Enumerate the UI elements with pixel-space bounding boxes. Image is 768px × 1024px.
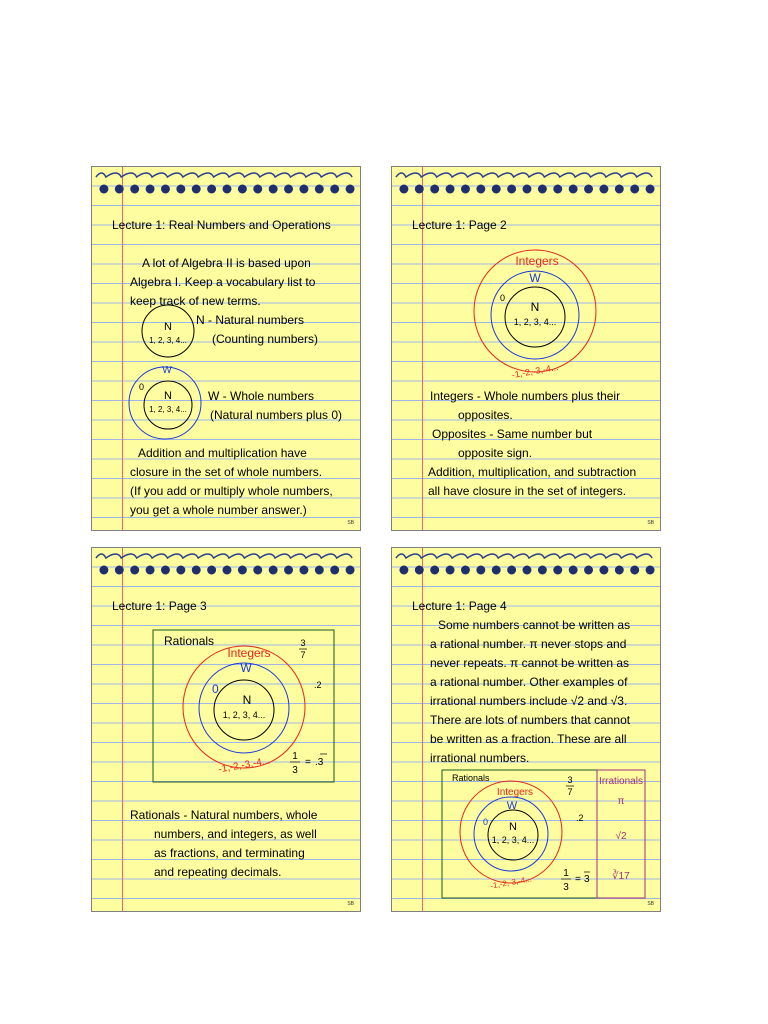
binding-hole bbox=[346, 185, 355, 194]
irrational-line-5: irrational numbers include √2 and √3. bbox=[430, 694, 628, 708]
slide-3-title: Lecture 1: Page 3 bbox=[112, 599, 207, 613]
whole-letter: W bbox=[240, 661, 252, 675]
rationals-box bbox=[153, 630, 334, 782]
pi-symbol: π bbox=[617, 796, 625, 807]
whole-letter: W bbox=[506, 800, 518, 812]
slide-4-title: Lecture 1: Page 4 bbox=[412, 599, 507, 613]
irrationals-label: Irrationals bbox=[599, 776, 643, 787]
binding-hole bbox=[130, 185, 139, 194]
equals-sign: = bbox=[575, 874, 581, 885]
third-numerator: 1 bbox=[563, 868, 569, 879]
intro-line-1: A lot of Algebra II is based upon bbox=[142, 256, 311, 270]
binding-hole bbox=[538, 185, 547, 194]
integers-circle bbox=[183, 646, 305, 768]
integers-def-2: opposites. bbox=[458, 408, 513, 422]
binding-hole bbox=[223, 185, 232, 194]
fraction-denominator: 7 bbox=[300, 650, 306, 660]
natural-letter: N bbox=[242, 693, 252, 707]
binding-hole bbox=[476, 185, 485, 194]
irrational-line-2: a rational number. π never stops and bbox=[430, 637, 627, 651]
natural-inner-circle bbox=[144, 381, 192, 429]
rationals-label: Rationals bbox=[164, 634, 215, 648]
closure-line-2: closure in the set of whole numbers. bbox=[130, 465, 323, 479]
binding-hole bbox=[476, 566, 485, 575]
binding-hole bbox=[492, 185, 501, 194]
zero-label: 0 bbox=[500, 293, 506, 303]
slide-1-title: Lecture 1: Real Numbers and Operations bbox=[112, 218, 331, 232]
natural-letter: N bbox=[509, 821, 517, 833]
binding-hole bbox=[330, 185, 339, 194]
whole-def: W - Whole numbers bbox=[208, 389, 315, 403]
decimal-value: .2 bbox=[314, 680, 322, 690]
binding-hole bbox=[238, 185, 247, 194]
whole-circle bbox=[474, 797, 548, 871]
integers-label: Integers bbox=[496, 787, 534, 798]
binding-hole bbox=[207, 566, 216, 575]
intro-line-2: Algebra I. Keep a vocabulary list to bbox=[130, 275, 316, 289]
binding-hole bbox=[346, 566, 355, 575]
fraction-numerator: 3 bbox=[300, 638, 306, 648]
binding-hole bbox=[238, 566, 247, 575]
binding-hole bbox=[584, 566, 593, 575]
sqrt-two: √2 bbox=[615, 831, 627, 842]
binding-hole bbox=[523, 185, 532, 194]
binding-hole bbox=[646, 566, 655, 575]
irrational-line-7: be written as a fraction. These are all bbox=[430, 732, 627, 746]
binding-hole bbox=[538, 566, 547, 575]
integers-circle bbox=[474, 250, 596, 372]
fraction-denominator: 7 bbox=[567, 787, 573, 797]
zero-label: 0 bbox=[139, 382, 145, 392]
binding-hole bbox=[630, 185, 639, 194]
natural-letter: N bbox=[530, 300, 540, 314]
natural-letter-2: N bbox=[164, 390, 172, 402]
whole-circle bbox=[199, 663, 289, 753]
rationals-label: Rationals bbox=[452, 773, 490, 783]
binding-hole bbox=[269, 566, 278, 575]
intro-line-3: keep track of new terms. bbox=[130, 294, 261, 308]
binding-hole bbox=[315, 566, 324, 575]
closure-line-2: all have closure in the set of integers. bbox=[428, 484, 627, 498]
binding-hole bbox=[330, 566, 339, 575]
slide-1 bbox=[91, 166, 361, 531]
natural-values-2: 1, 2, 3, 4... bbox=[149, 405, 187, 414]
natural-values: 1, 2, 3, 4... bbox=[513, 317, 557, 327]
closure-line-1: Addition, multiplication, and subtraction bbox=[428, 465, 637, 479]
rationals-def-2: numbers, and integers, as well bbox=[154, 827, 317, 841]
binding-hole bbox=[299, 185, 308, 194]
binding-hole bbox=[599, 185, 608, 194]
decimal-value: .2 bbox=[576, 813, 584, 823]
binding-hole bbox=[507, 185, 516, 194]
integers-label: Integers bbox=[515, 254, 559, 268]
binding-hole bbox=[284, 566, 293, 575]
slide-4 bbox=[391, 547, 661, 912]
rationals-def-3: as fractions, and terminating bbox=[154, 846, 305, 860]
binding-hole bbox=[430, 566, 439, 575]
natural-circle bbox=[214, 680, 274, 740]
third-denominator: 3 bbox=[292, 765, 298, 776]
binding-hole bbox=[553, 566, 562, 575]
binding-hole bbox=[415, 185, 424, 194]
binding-hole bbox=[446, 185, 455, 194]
binding-hole bbox=[415, 566, 424, 575]
whole-letter: W bbox=[529, 271, 541, 285]
natural-def-2: (Counting numbers) bbox=[212, 332, 319, 346]
zero-label: 0 bbox=[483, 817, 489, 827]
spiral-wire bbox=[96, 554, 352, 558]
natural-letter: N bbox=[164, 321, 172, 333]
binding-hole bbox=[523, 566, 532, 575]
binding-hole bbox=[553, 185, 562, 194]
natural-values: 1, 2, 3, 4... bbox=[491, 835, 535, 845]
slide-3 bbox=[91, 547, 361, 912]
binding-hole bbox=[315, 185, 324, 194]
binding-hole bbox=[130, 566, 139, 575]
whole-letter: W bbox=[162, 365, 172, 376]
spiral-binding bbox=[392, 167, 660, 197]
binding-hole bbox=[161, 185, 170, 194]
binding-hole bbox=[615, 566, 624, 575]
binding-hole bbox=[146, 566, 155, 575]
binding-hole bbox=[630, 566, 639, 575]
binding-hole bbox=[161, 566, 170, 575]
binding-hole bbox=[99, 185, 108, 194]
binding-hole bbox=[253, 566, 262, 575]
binding-hole bbox=[223, 566, 232, 575]
natural-circle bbox=[142, 305, 194, 357]
binding-hole bbox=[399, 566, 408, 575]
negative-values: -1,-2,-3,-4... bbox=[217, 755, 271, 776]
binding-hole bbox=[176, 566, 185, 575]
third-denominator: 3 bbox=[563, 882, 569, 893]
spiral-wire bbox=[396, 554, 652, 558]
binding-hole bbox=[569, 566, 578, 575]
natural-circle bbox=[488, 810, 538, 860]
binding-hole bbox=[115, 185, 124, 194]
closure-line-3: (If you add or multiply whole numbers, bbox=[130, 484, 333, 498]
spiral-binding bbox=[92, 548, 360, 578]
binding-hole bbox=[492, 566, 501, 575]
integers-circle bbox=[460, 781, 562, 883]
natural-def: N - Natural numbers bbox=[196, 313, 305, 327]
natural-circle bbox=[505, 287, 565, 347]
binding-hole bbox=[399, 185, 408, 194]
binding-hole bbox=[269, 185, 278, 194]
binding-hole bbox=[615, 185, 624, 194]
fraction-numerator: 3 bbox=[567, 775, 573, 785]
spiral-wire bbox=[96, 173, 352, 177]
binding-hole bbox=[430, 185, 439, 194]
rationals-box bbox=[442, 770, 597, 898]
equals-sign: = bbox=[305, 757, 311, 768]
spiral-wire bbox=[396, 173, 652, 177]
slide-2-title: Lecture 1: Page 2 bbox=[412, 218, 507, 232]
negative-values: -1,-2,-3,-4... bbox=[510, 361, 560, 381]
spiral-binding bbox=[92, 167, 360, 197]
binding-hole bbox=[146, 185, 155, 194]
binding-hole bbox=[584, 185, 593, 194]
rationals-def-4: and repeating decimals. bbox=[154, 865, 282, 879]
whole-circle bbox=[129, 367, 201, 439]
author-initials: SB bbox=[347, 520, 354, 526]
opposites-def-2: opposite sign. bbox=[458, 446, 533, 460]
author-initials: SB bbox=[347, 901, 354, 907]
binding-hole bbox=[115, 566, 124, 575]
negative-values: -1,-2,-3,-4... bbox=[489, 874, 533, 891]
opposites-def-1: Opposites - Same number but bbox=[432, 427, 593, 441]
slide-2 bbox=[391, 166, 661, 531]
closure-line-4: you get a whole number answer.) bbox=[130, 503, 307, 517]
binding-hole bbox=[99, 566, 108, 575]
spiral-binding bbox=[392, 548, 660, 578]
irrationals-box bbox=[597, 770, 645, 898]
binding-hole bbox=[207, 185, 216, 194]
integers-def-1: Integers - Whole numbers plus their bbox=[430, 389, 621, 403]
binding-hole bbox=[176, 185, 185, 194]
binding-hole bbox=[461, 566, 470, 575]
natural-values: 1, 2, 3, 4... bbox=[149, 336, 187, 345]
binding-hole bbox=[507, 566, 516, 575]
irrational-line-6: There are lots of numbers that cannot bbox=[430, 713, 631, 727]
binding-hole bbox=[569, 185, 578, 194]
closure-line-1: Addition and multiplication have bbox=[138, 446, 307, 460]
irrational-line-4: a rational number. Other examples of bbox=[430, 675, 628, 689]
author-initials: SB bbox=[647, 520, 654, 526]
irrational-line-8: irrational numbers. bbox=[430, 751, 530, 765]
rationals-def-1: Rationals - Natural numbers, whole bbox=[130, 808, 318, 822]
irrational-line-1: Some numbers cannot be written as bbox=[438, 618, 631, 632]
binding-hole bbox=[646, 185, 655, 194]
third-numerator: 1 bbox=[292, 751, 298, 762]
whole-def-2: (Natural numbers plus 0) bbox=[210, 408, 343, 422]
irrational-line-3: never repeats. π cannot be written as bbox=[430, 656, 630, 670]
binding-hole bbox=[299, 566, 308, 575]
integers-label: Integers bbox=[227, 646, 271, 660]
binding-hole bbox=[461, 185, 470, 194]
binding-hole bbox=[253, 185, 262, 194]
repeating-decimal: .3 bbox=[315, 757, 324, 768]
natural-values: 1, 2, 3, 4... bbox=[222, 710, 266, 720]
binding-hole bbox=[192, 185, 201, 194]
binding-hole bbox=[599, 566, 608, 575]
zero-label: 0 bbox=[212, 682, 219, 696]
whole-circle bbox=[491, 271, 579, 359]
binding-hole bbox=[446, 566, 455, 575]
repeating-decimal: 3 bbox=[584, 874, 590, 885]
cube-root-seventeen: ∛17 bbox=[612, 871, 630, 882]
author-initials: SB bbox=[647, 901, 654, 907]
binding-hole bbox=[192, 566, 201, 575]
binding-hole bbox=[284, 185, 293, 194]
